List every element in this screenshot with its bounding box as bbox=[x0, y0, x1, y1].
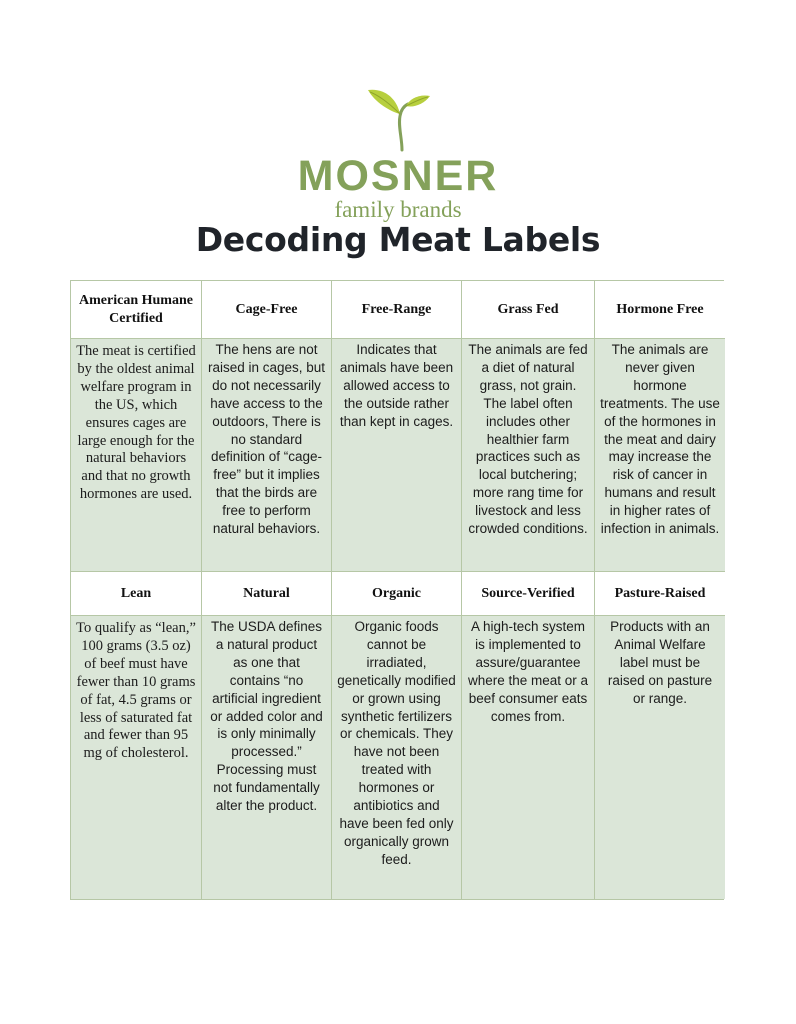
table-header-cell: Pasture-Raised bbox=[595, 572, 725, 616]
page-title: Decoding Meat Labels bbox=[195, 220, 601, 259]
table-description-cell: The animals are fed a diet of natural grass, not grain. The label often includes other healthier farm practices such as local butchering; more rang time for livestock and less crowded conditions. bbox=[462, 339, 595, 572]
table-description-cell: The hens are not raised in cages, but do not necessarily have access to the outdoors, There is no standard definition of “cage-free” but it implies that the birds are free to perform natural behaviors. bbox=[202, 339, 332, 572]
sprout-icon bbox=[362, 86, 434, 152]
table-header-cell: Organic bbox=[332, 572, 462, 616]
table-header-cell: American Humane Certified bbox=[71, 281, 202, 339]
table-description-cell: The USDA defines a natural product as one that contains “no artificial ingredient or added color and is only minimally processed.” Processing must not fundamentally alter the product. bbox=[202, 616, 332, 899]
table-description-cell: A high-tech system is implemented to assure/guarantee where the meat or a beef consumer eats comes from. bbox=[462, 616, 595, 899]
table-header-cell: Grass Fed bbox=[462, 281, 595, 339]
table-description-cell: The meat is certified by the oldest animal welfare program in the US, which ensures cages are large enough for the natural behaviors and that no growth hormones are used. bbox=[71, 339, 202, 572]
table-header-cell: Natural bbox=[202, 572, 332, 616]
labels-table bbox=[70, 280, 724, 900]
table-header-cell: Free-Range bbox=[332, 281, 462, 339]
brand-tagline: family brands bbox=[334, 197, 462, 222]
table-header-cell: Hormone Free bbox=[595, 281, 725, 339]
table-description-cell: The animals are never given hormone treatments. The use of the hormones in the meat and dairy may increase the risk of cancer in humans and result in higher rates of infection in animals. bbox=[595, 339, 725, 572]
table-description-cell: To qualify as “lean,” 100 grams (3.5 oz) of beef must have fewer than 10 grams of fat, 4.5 grams or less of saturated fat and fewer than 95 mg of cholesterol. bbox=[71, 616, 202, 899]
table-header-cell: Source-Verified bbox=[462, 572, 595, 616]
brand-name: MOSNER bbox=[297, 152, 499, 200]
table-header-cell: Lean bbox=[71, 572, 202, 616]
table-description-cell: Organic foods cannot be irradiated, genetically modified or grown using synthetic fertilizers or chemicals. They have not been treated with hormones or antibiotics and have been fed only organically grown feed. bbox=[332, 616, 462, 899]
table-description-cell: Products with an Animal Welfare label must be raised on pasture or range. bbox=[595, 616, 725, 899]
table-header-cell: Cage-Free bbox=[202, 281, 332, 339]
table-description-cell: Indicates that animals have been allowed access to the outside rather than kept in cages. bbox=[332, 339, 462, 572]
